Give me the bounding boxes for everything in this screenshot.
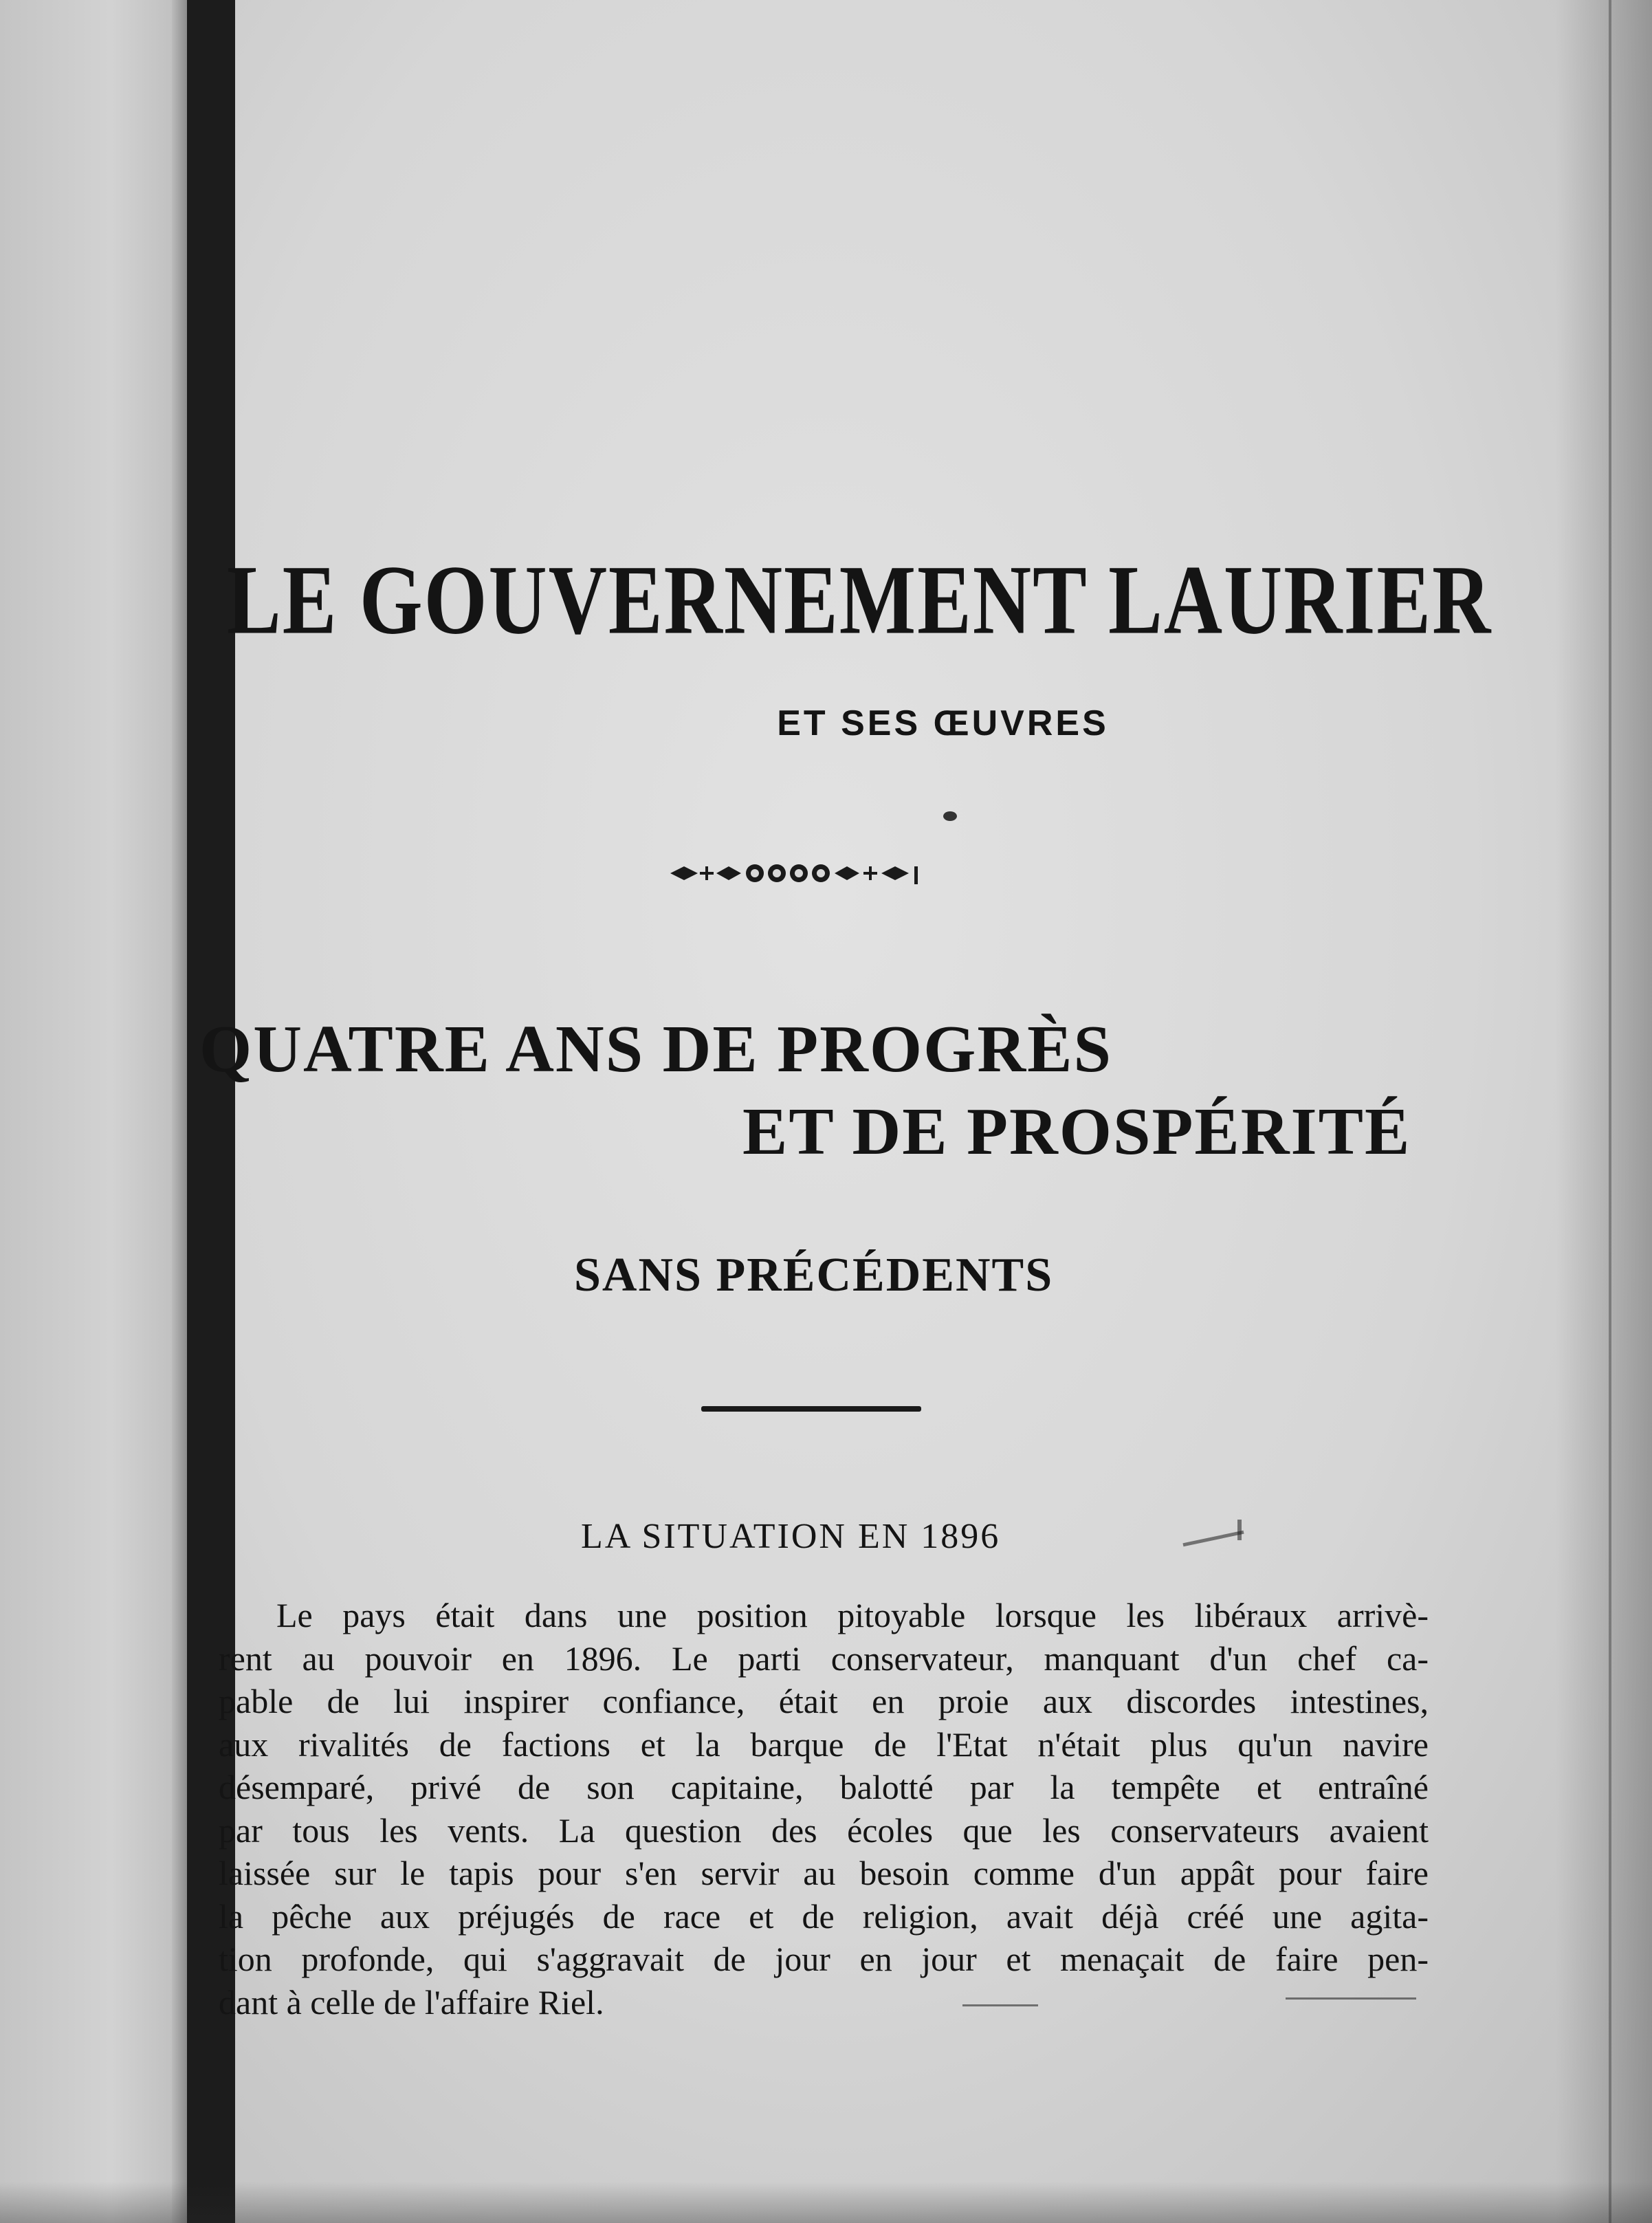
scratch-mark	[1286, 1997, 1416, 2000]
horizontal-rule	[701, 1406, 921, 1412]
scratch-mark	[1237, 1520, 1242, 1540]
heading-line-2: ET DE PROSPÉRITÉ	[742, 1095, 1411, 1169]
paragraph-line: désemparé, privé de son capitaine, balotté par la tempête et entraîné	[219, 1768, 1429, 1806]
paragraph-line: par tous les vents. La question des écoles que les conservateurs avaient	[219, 1810, 1429, 1850]
paragraph-line: rent au pouvoir en 1896. Le parti conservateur, manquant d'un chef ca-	[219, 1639, 1429, 1678]
body-paragraph	[219, 1594, 1429, 2024]
scratch-mark	[1182, 1531, 1244, 1547]
paragraph-line: la pêche aux préjugés de race et de religion, avait déjà créé une agita-	[219, 1896, 1429, 1936]
right-edge-line	[1609, 0, 1611, 2223]
section-heading: LA SITUATION EN 1896	[581, 1517, 1001, 1556]
paragraph-line: dant à celle de l'affaire Riel.	[219, 1982, 604, 2022]
binding-edge	[172, 0, 187, 2223]
heading-line-1: QUATRE ANS DE PROGRÈS	[199, 1012, 1113, 1086]
document-title: LE GOUVERNEMENT LAURIER	[227, 545, 1493, 655]
gutter-shadow	[0, 0, 186, 2223]
scratch-mark	[962, 2004, 1038, 2006]
heading-line-3: SANS PRÉCÉDENTS	[574, 1249, 1054, 1302]
right-page-edge	[1556, 0, 1652, 2223]
paragraph-line: pable de lui inspirer confiance, était en proie aux discordes intestines,	[219, 1682, 1429, 1720]
paragraph-line: tion profonde, qui s'aggravait de jour en jour et menaçait de faire pen-	[219, 1940, 1429, 1978]
bottom-page-edge	[0, 2182, 1652, 2223]
paragraph-line: Le pays était dans une position pitoyable lorsque les libéraux arrivè-	[276, 1596, 1429, 1634]
paragraph-line: aux rivalités de factions et la barque de l'Etat n'était plus qu'un navire	[219, 1724, 1429, 1764]
document-subtitle: ET SES ŒUVRES	[777, 703, 1109, 743]
ornament-divider-icon	[667, 859, 935, 887]
paragraph-line: laissée sur le tapis pour s'en servir au besoin comme d'un appât pour faire	[219, 1854, 1429, 1892]
ink-spot	[943, 811, 957, 821]
